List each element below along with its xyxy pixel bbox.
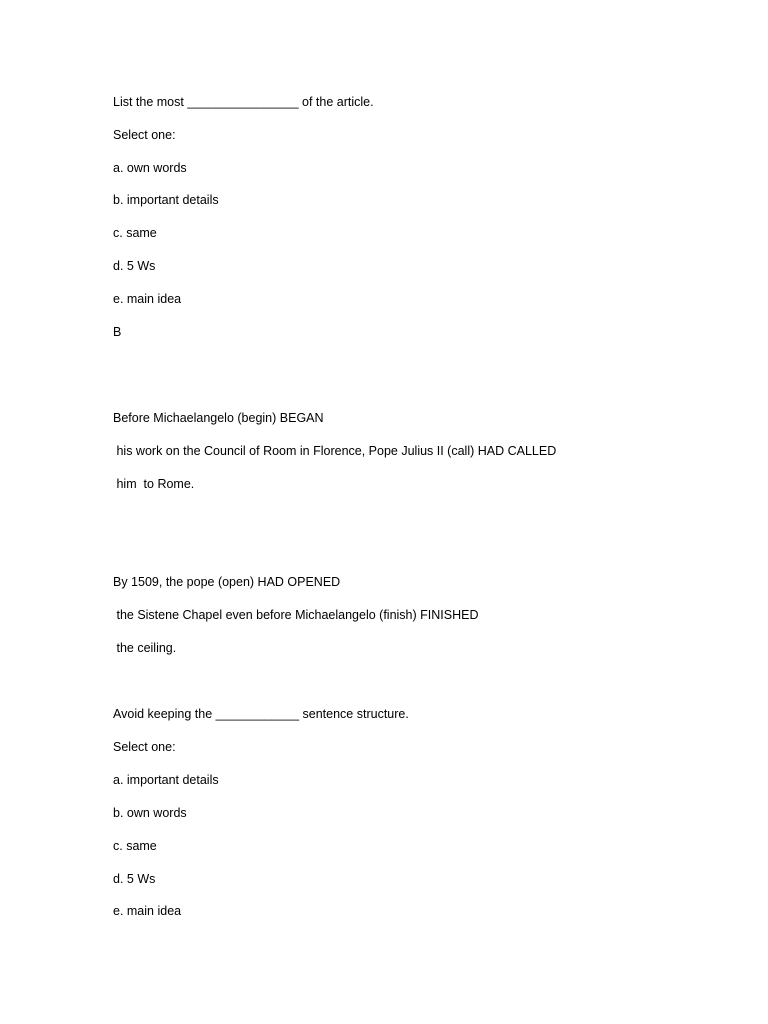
paragraph-2-line-1: By 1509, the pope (open) HAD OPENED <box>113 575 341 589</box>
question-1-option-a: a. own words <box>113 161 187 175</box>
question-2-select-label: Select one: <box>113 740 176 754</box>
paragraph-2-line-2: the Sistene Chapel even before Michaelangelo (finish) FINISHED <box>113 608 479 622</box>
paragraph-1-line-3: him to Rome. <box>113 477 195 491</box>
question-2-option-d: d. 5 Ws <box>113 872 156 886</box>
question-1-option-b: b. important details <box>113 193 219 207</box>
question-2-option-b: b. own words <box>113 806 187 820</box>
question-2-option-e: e. main idea <box>113 904 182 918</box>
question-1-answer: B <box>113 325 122 339</box>
question-1-option-d: d. 5 Ws <box>113 259 156 273</box>
question-1-prompt: List the most ________________ of the article. <box>113 95 374 109</box>
paragraph-1-line-2: his work on the Council of Room in Florence, Pope Julius II (call) HAD CALLED <box>113 444 557 458</box>
question-2-option-a: a. important details <box>113 773 219 787</box>
question-1-select-label: Select one: <box>113 128 176 142</box>
question-1-option-c: c. same <box>113 226 157 240</box>
question-2-option-c: c. same <box>113 839 157 853</box>
paragraph-2-line-3: the ceiling. <box>113 641 177 655</box>
paragraph-1-line-1: Before Michaelangelo (begin) BEGAN <box>113 411 324 425</box>
question-1-option-e: e. main idea <box>113 292 182 306</box>
question-2-prompt: Avoid keeping the ____________ sentence structure. <box>113 707 409 721</box>
